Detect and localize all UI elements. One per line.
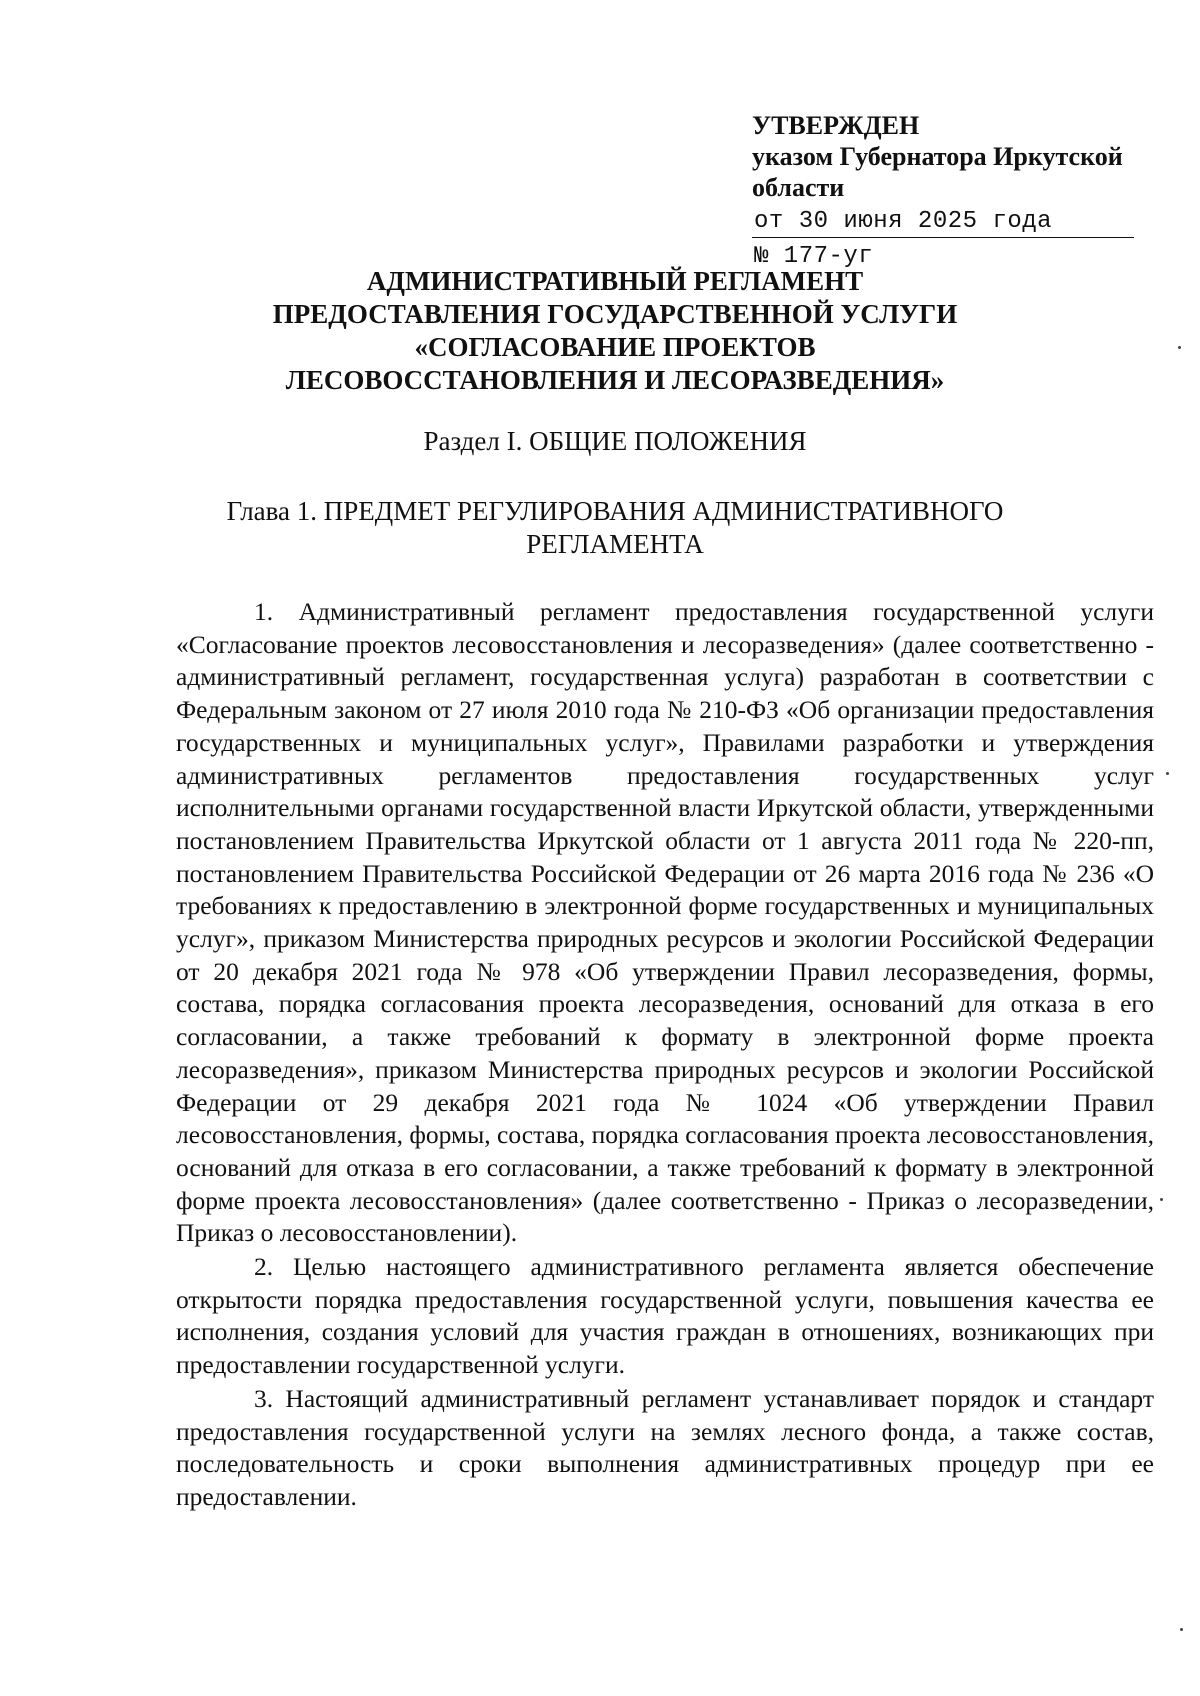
title-line-2: ПРЕДОСТАВЛЕНИЯ ГОСУДАРСТВЕННОЙ УСЛУГИ xyxy=(272,299,958,329)
approval-heading: УТВЕРЖДЕН xyxy=(752,111,920,140)
title-line-4: ЛЕСОВОССТАНОВЛЕНИЯ И ЛЕСОРАЗВЕДЕНИЯ» xyxy=(285,365,945,395)
section-heading: Раздел I. ОБЩИЕ ПОЛОЖЕНИЯ xyxy=(423,426,807,456)
scan-speck xyxy=(1180,1628,1183,1631)
approval-issuer-line1: указом Губернатора Иркутской xyxy=(752,142,1123,171)
chapter-line-1: Глава 1. ПРЕДМЕТ РЕГУЛИРОВАНИЯ АДМИНИСТРАТИВНОГО xyxy=(226,496,1004,526)
title-line-3: «СОГЛАСОВАНИЕ ПРОЕКТОВ xyxy=(414,332,816,362)
scan-speck xyxy=(1178,346,1181,349)
paragraph-2: 2. Целью настоящего административного регламента является обеспечение открытости порядка предоставления государственной услуги, повышения качества ее исполнения, создания условий для участия граждан в отношениях, возникающих при предоставлении государственной услуги. xyxy=(176,1252,1154,1380)
approval-date-field xyxy=(752,203,1134,238)
paragraph-3: 3. Настоящий административный регламент устанавливает порядок и стандарт предоставления государственной услуги на землях лесного фонда, а также состав, последовательность и сроки выполнения административных процедур при ее предоставлении. xyxy=(176,1383,1154,1511)
paragraph-1: 1. Административный регламент предоставления государственной услуги «Согласование проектов лесовосстановления и лесоразведения» (далее соответственно - административный регламент, государственная услуга) разработан в соответствии с Федеральным законом от 27 июля 2010 года № 210-ФЗ «Об организации предоставления государственных и муниципальных услуг», Правилами разработки и утверждения административных регламентов предоставления государственных услуг исполнительными органами государственной власти Иркутской области, утвержденными постановлением Правительства Иркутской области от 1 августа 2011 года № 220-пп, постановлением Правительства Российской Федерации от 26 марта 2016 года № 236 «О требованиях к предоставлению в электронной форме государственных и муниципальных услуг», приказом Министерства природных ресурсов и экологии Российской Федерации от 20 декабря 2021 года № 978 «Об утверждении Правил лесоразведения, формы, состава, порядка согласования проекта лесоразведения, оснований для отказа в его согласовании, а также требований к формату в электронной форме проекта лесоразведения», приказом Министерства природных ресурсов и экологии Российской Федерации от 29 декабря 2021 года № 1024 «Об утверждении Правил лесовосстановления, формы, состава, порядка согласования проекта лесовосстановления, оснований для отказа в его согласовании, а также требований к формату в электронной форме проекта лесовосстановления» (далее соответственно - Приказ о лесоразведении, Приказ о лесовосстановлении). xyxy=(176,597,1154,1248)
approval-issuer-line2: области xyxy=(752,173,845,202)
body-text xyxy=(176,596,1154,1514)
scan-speck xyxy=(1166,772,1169,775)
chapter-line-2: РЕГЛАМЕНТА xyxy=(526,529,704,559)
title-line-1: АДМИНИСТРАТИВНЫЙ РЕГЛАМЕНТ xyxy=(366,266,864,296)
approval-number: № 177-уг xyxy=(754,243,874,270)
approval-stamp xyxy=(752,110,1142,272)
scan-speck xyxy=(1160,1198,1163,1201)
approval-date: от 30 июня 2025 года xyxy=(754,208,1053,235)
document-title xyxy=(150,265,1080,397)
chapter-heading xyxy=(150,495,1080,561)
